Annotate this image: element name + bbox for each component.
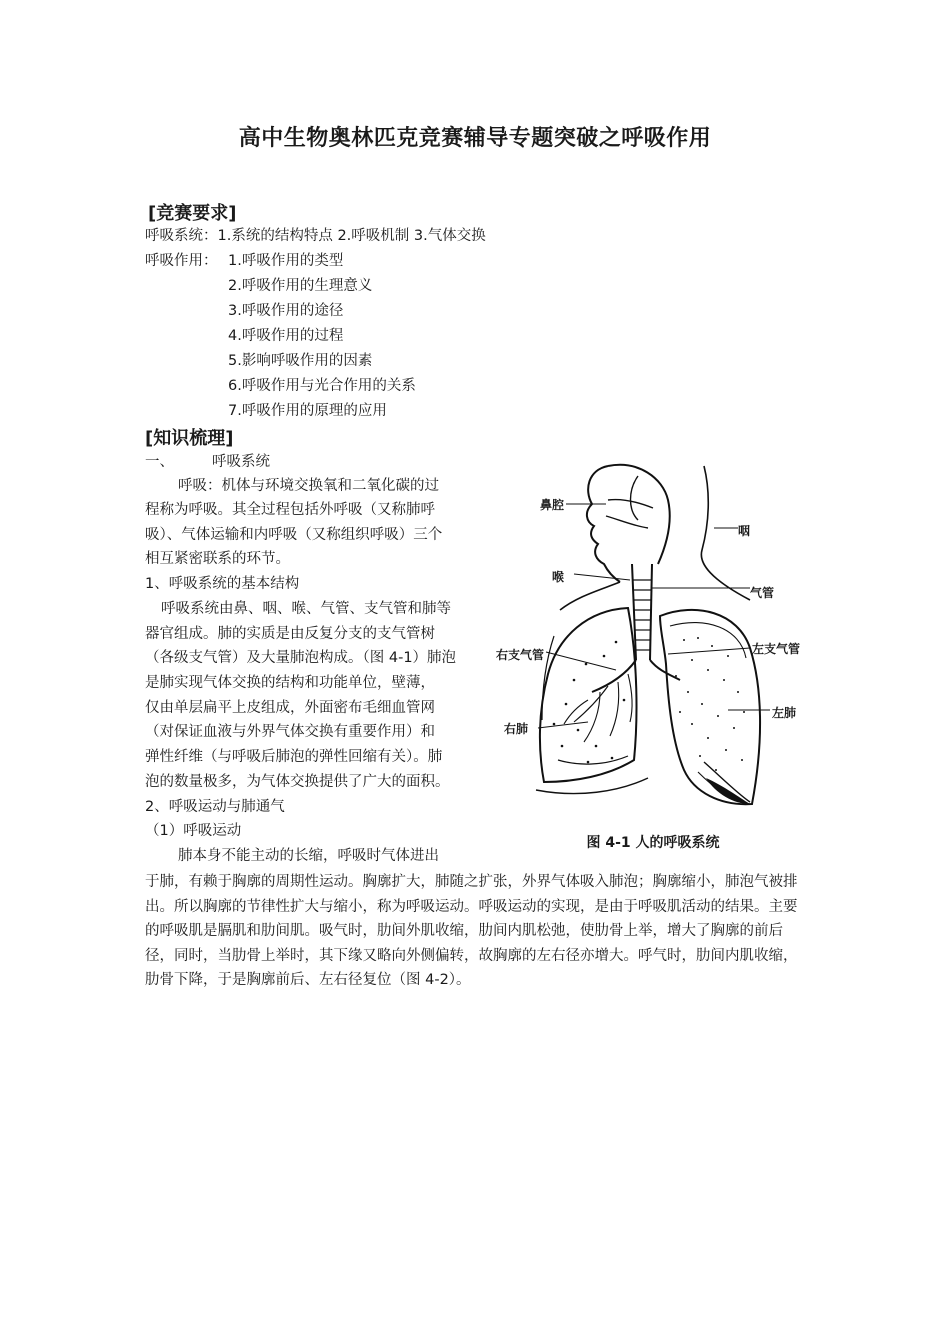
body-line: 肺本身不能主动的长缩，呼吸时气体进出 <box>178 848 439 864</box>
respiratory-system-figure <box>488 460 818 860</box>
section-number: 一、 <box>145 454 174 470</box>
requirements-heading: [竞赛要求] <box>148 203 237 224</box>
subsection-heading: （1）呼吸运动 <box>145 823 242 839</box>
label-pharynx: 咽 <box>738 524 751 538</box>
label-nasal-cavity: 鼻腔 <box>540 498 565 512</box>
respiration-prefix: 呼吸作用： <box>145 253 218 269</box>
body-line: 泡的数量极多，为气体交换提供了广大的面积。 <box>145 774 450 790</box>
respiration-item: 5.影响呼吸作用的因素 <box>228 353 373 369</box>
paragraph-text: 于肺，有赖于胸廓的周期性运动。胸廓扩大，肺随之扩张，外界气体吸入肺泡；胸廓缩小，肺泡气被排出。所以胸廓的节律性扩大与缩小，称为呼吸运动。呼吸运动的实现，是由于呼吸肌活动的结果。主要的呼吸肌是膈肌和肋间肌。吸气时，肋间外肌收缩，肋间内肌松弛，使肋骨上举，增大了胸廓的前后径，同时，当肋骨上举时，其下缘又略向外侧偏转，故胸廓的左右径亦增大。呼气时，肋间内肌收缩，肋骨下降，于是胸廓前后、左右径复位（图 4-2）。 <box>145 874 798 988</box>
label-left-bronchus: 左支气管 <box>752 642 801 656</box>
body-line: 仅由单层扁平上皮组成，外面密布毛细血管网 <box>145 700 435 716</box>
subsection-heading: 2、呼吸运动与肺通气 <box>145 799 285 815</box>
label-trachea: 气管 <box>750 586 775 600</box>
system-requirements-line: 呼吸系统：1.系统的结构特点 2.呼吸机制 3.气体交换 <box>145 228 486 244</box>
body-line: 器官组成。肺的实质是由反复分支的支气管树 <box>145 626 435 642</box>
body-line: 呼吸系统由鼻、咽、喉、气管、支气管和肺等 <box>161 601 451 617</box>
body-line: 程称为呼吸。其全过程包括外呼吸（又称肺呼 <box>145 502 435 518</box>
section-title: 呼吸系统 <box>212 454 270 470</box>
figure-caption: 图 4-1 人的呼吸系统 <box>586 835 720 851</box>
body-line: （各级支气管）及大量肺泡构成。（图 4-1）肺泡 <box>145 650 457 666</box>
body-line: （对保证血液与外界气体交换有重要作用）和 <box>145 724 435 740</box>
page-title: 高中生物奥林匹克竞赛辅导专题突破之呼吸作用 <box>238 126 712 151</box>
subsection-heading: 1、呼吸系统的基本结构 <box>145 576 300 592</box>
respiration-item: 3.呼吸作用的途径 <box>228 303 344 319</box>
label-right-bronchus: 右支气管 <box>496 648 545 662</box>
body-line: 呼吸：机体与环境交换氧和二氧化碳的过 <box>178 478 439 494</box>
respiration-item: 7.呼吸作用的原理的应用 <box>228 403 387 419</box>
respiration-item: 6.呼吸作用与光合作用的关系 <box>228 378 416 394</box>
body-line: 弹性纤维（与呼吸后肺泡的弹性回缩有关）。肺 <box>145 749 443 765</box>
label-larynx: 喉 <box>552 570 565 584</box>
label-right-lung: 右肺 <box>504 722 529 736</box>
full-paragraph <box>145 870 810 993</box>
label-left-lung: 左肺 <box>772 706 797 720</box>
respiration-item: 1.呼吸作用的类型 <box>228 253 344 269</box>
body-line: 是肺实现气体交换的结构和功能单位，壁薄， <box>145 675 435 691</box>
respiration-item: 4.呼吸作用的过程 <box>228 328 344 344</box>
body-line: 相互紧密联系的环节。 <box>145 551 290 567</box>
respiration-item: 2.呼吸作用的生理意义 <box>228 278 373 294</box>
body-line: 吸）、气体运输和内呼吸（又称组织呼吸）三个 <box>145 527 443 543</box>
knowledge-heading: [知识梳理] <box>145 428 234 449</box>
